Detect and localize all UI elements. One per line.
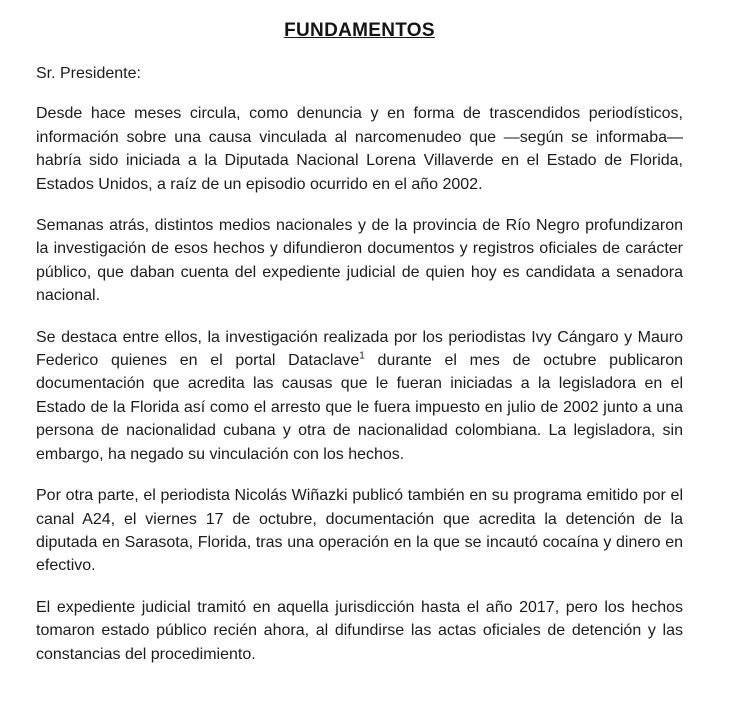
document-body [36, 102, 683, 666]
salutation: Sr. Presidente: [36, 65, 141, 82]
paragraph [36, 596, 683, 666]
paragraph [36, 102, 683, 196]
paragraph-text: Por otra parte, el periodista Nicolás Wiñazki publicó también en su programa emitido por el canal A24, el viernes 17 de octubre, documentación que acredita la detención de la diputada en Sarasota, Florida, tras una operación en la que se incautó cocaína y dinero en efectivo. [36, 487, 683, 575]
paragraph-text: El expediente judicial tramitó en aquella jurisdicción hasta el año 2017, pero los hechos tomaron estado público recién ahora, al difundirse las actas oficiales de detención y las constancias del procedimiento. [36, 598, 683, 663]
paragraph [36, 326, 683, 466]
paragraph-text: durante el mes de octubre publicaron documentación que acredita las causas que le fueran iniciadas a la legisladora en el Estado de la Florida así como el arresto que le fuera impuesto en julio de 2002 junto a una persona de nacionalidad cubana y otra de nacionalidad colombiana. La legisladora, sin embargo, ha negado su vinculación con los hechos. [36, 352, 684, 463]
document-title: FUNDAMENTOS [284, 20, 435, 41]
paragraph-text: Desde hace meses circula, como denuncia y en forma de trascendidos periodísticos, información sobre una causa vinculada al narcomenudeo que —según se informaba— habría sido iniciada a la Diputada Nacional Lorena Villaverde en el Estado de Florida, Estados Unidos, a raíz de un episodio ocurrido en el año 2002. [36, 105, 683, 193]
paragraph [36, 214, 683, 308]
paragraph [36, 484, 683, 578]
footnote-reference: 1 [359, 350, 365, 362]
paragraph-text: Semanas atrás, distintos medios nacionales y de la provincia de Río Negro profundizaron la investigación de esos hechos y difundieron documentos y registros oficiales de carácter público, que daban cuenta del expediente judicial de quien hoy es candidata a senadora nacional. [36, 217, 683, 305]
paragraph-text: Se destaca entre ellos, la investigación realizada por los periodistas Ivy Cángaro y Mauro Federico quienes en el portal Dataclave [36, 328, 683, 370]
